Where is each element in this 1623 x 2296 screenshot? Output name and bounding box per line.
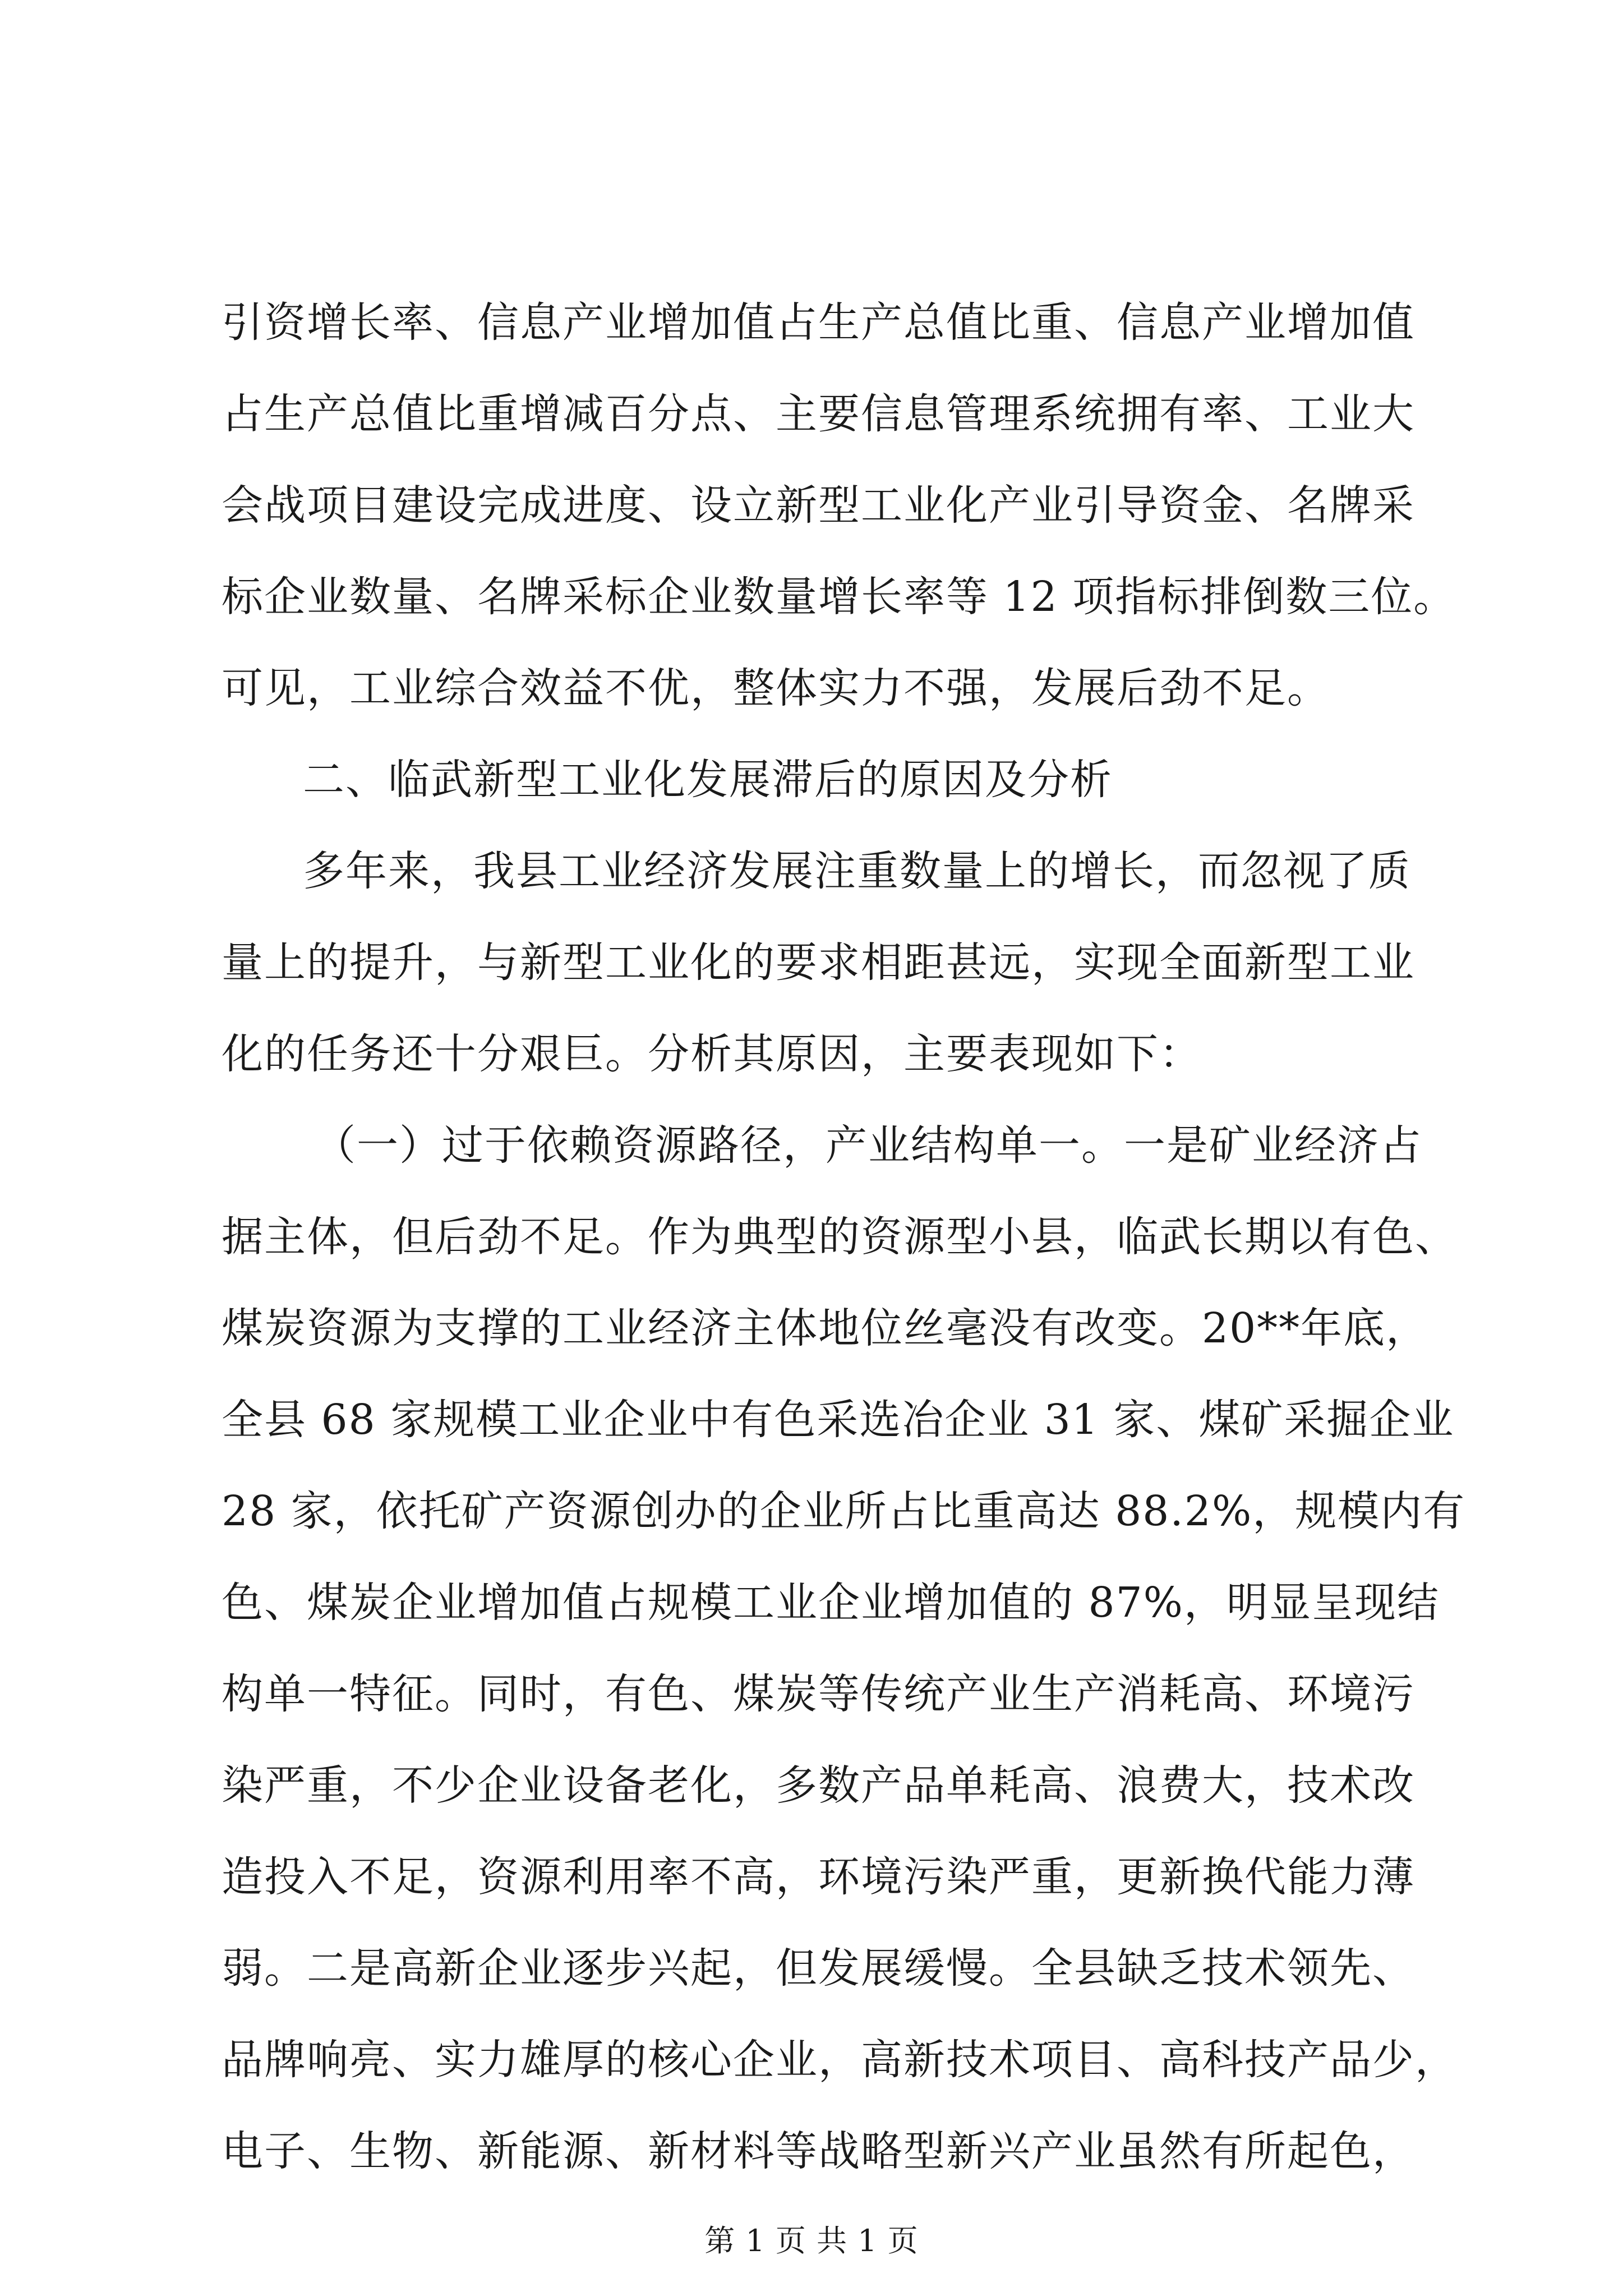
text-line: 品牌响亮、实力雄厚的核心企业，高新技术项目、高科技产品少， <box>222 2036 1458 2084</box>
text-line: 会战项目建设完成进度、设立新型工业化产业引导资金、名牌采 <box>222 481 1415 530</box>
text-line: 量上的提升，与新型工业化的要求相距甚远，实现全面新型工业 <box>222 938 1415 987</box>
text-line: 28 家，依托矿产资源创办的企业所占比重高达 88.2%，规模内有 <box>222 1487 1466 1535</box>
text-line: 占生产总值比重增减百分点、主要信息管理系统拥有率、工业大 <box>222 390 1415 438</box>
text-line: 可见，工业综合效益不优，整体实力不强，发展后劲不足。 <box>222 664 1330 712</box>
text-line: 标企业数量、名牌采标企业数量增长率等 12 项指标排倒数三位。 <box>222 573 1456 621</box>
text-line: 色、煤炭企业增加值占规模工业企业增加值的 87%，明显呈现结 <box>222 1579 1440 1627</box>
text-line: 多年来，我县工业经济发展注重数量上的增长，而忽视了质 <box>303 847 1411 895</box>
text-line: 构单一特征。同时，有色、煤炭等传统产业生产消耗高、环境污 <box>222 1670 1415 1718</box>
text-line: 据主体，但后劲不足。作为典型的资源型小县，临武长期以有色、 <box>222 1213 1458 1261</box>
subsection-line: （一）过于依赖资源路径，产业结构单一。一是矿业经济占 <box>314 1121 1422 1170</box>
text-line: 弱。二是高新企业逐步兴起，但发展缓慢。全县缺乏技术领先、 <box>222 1944 1415 1993</box>
text-line: 引资增长率、信息产业增加值占生产总值比重、信息产业增加值 <box>222 298 1415 347</box>
text-line: 全县 68 家规模工业企业中有色采选冶企业 31 家、煤矿采掘企业 <box>222 1396 1455 1444</box>
text-line: 电子、生物、新能源、新材料等战略型新兴产业虽然有所起色， <box>222 2127 1415 2175</box>
text-line: 煤炭资源为支撑的工业经济主体地位丝毫没有改变。20**年底， <box>222 1304 1429 1352</box>
text-line: 造投入不足，资源利用率不高，环境污染严重，更新换代能力薄 <box>222 1853 1415 1901</box>
text-line: 化的任务还十分艰巨。分析其原因，主要表现如下： <box>222 1030 1202 1078</box>
text-line: 染严重，不少企业设备老化，多数产品单耗高、浪费大，技术改 <box>222 1761 1415 1810</box>
page-footer: 第 1 页 共 1 页 <box>704 2223 919 2258</box>
section-heading: 二、临武新型工业化发展滞后的原因及分析 <box>303 756 1113 804</box>
